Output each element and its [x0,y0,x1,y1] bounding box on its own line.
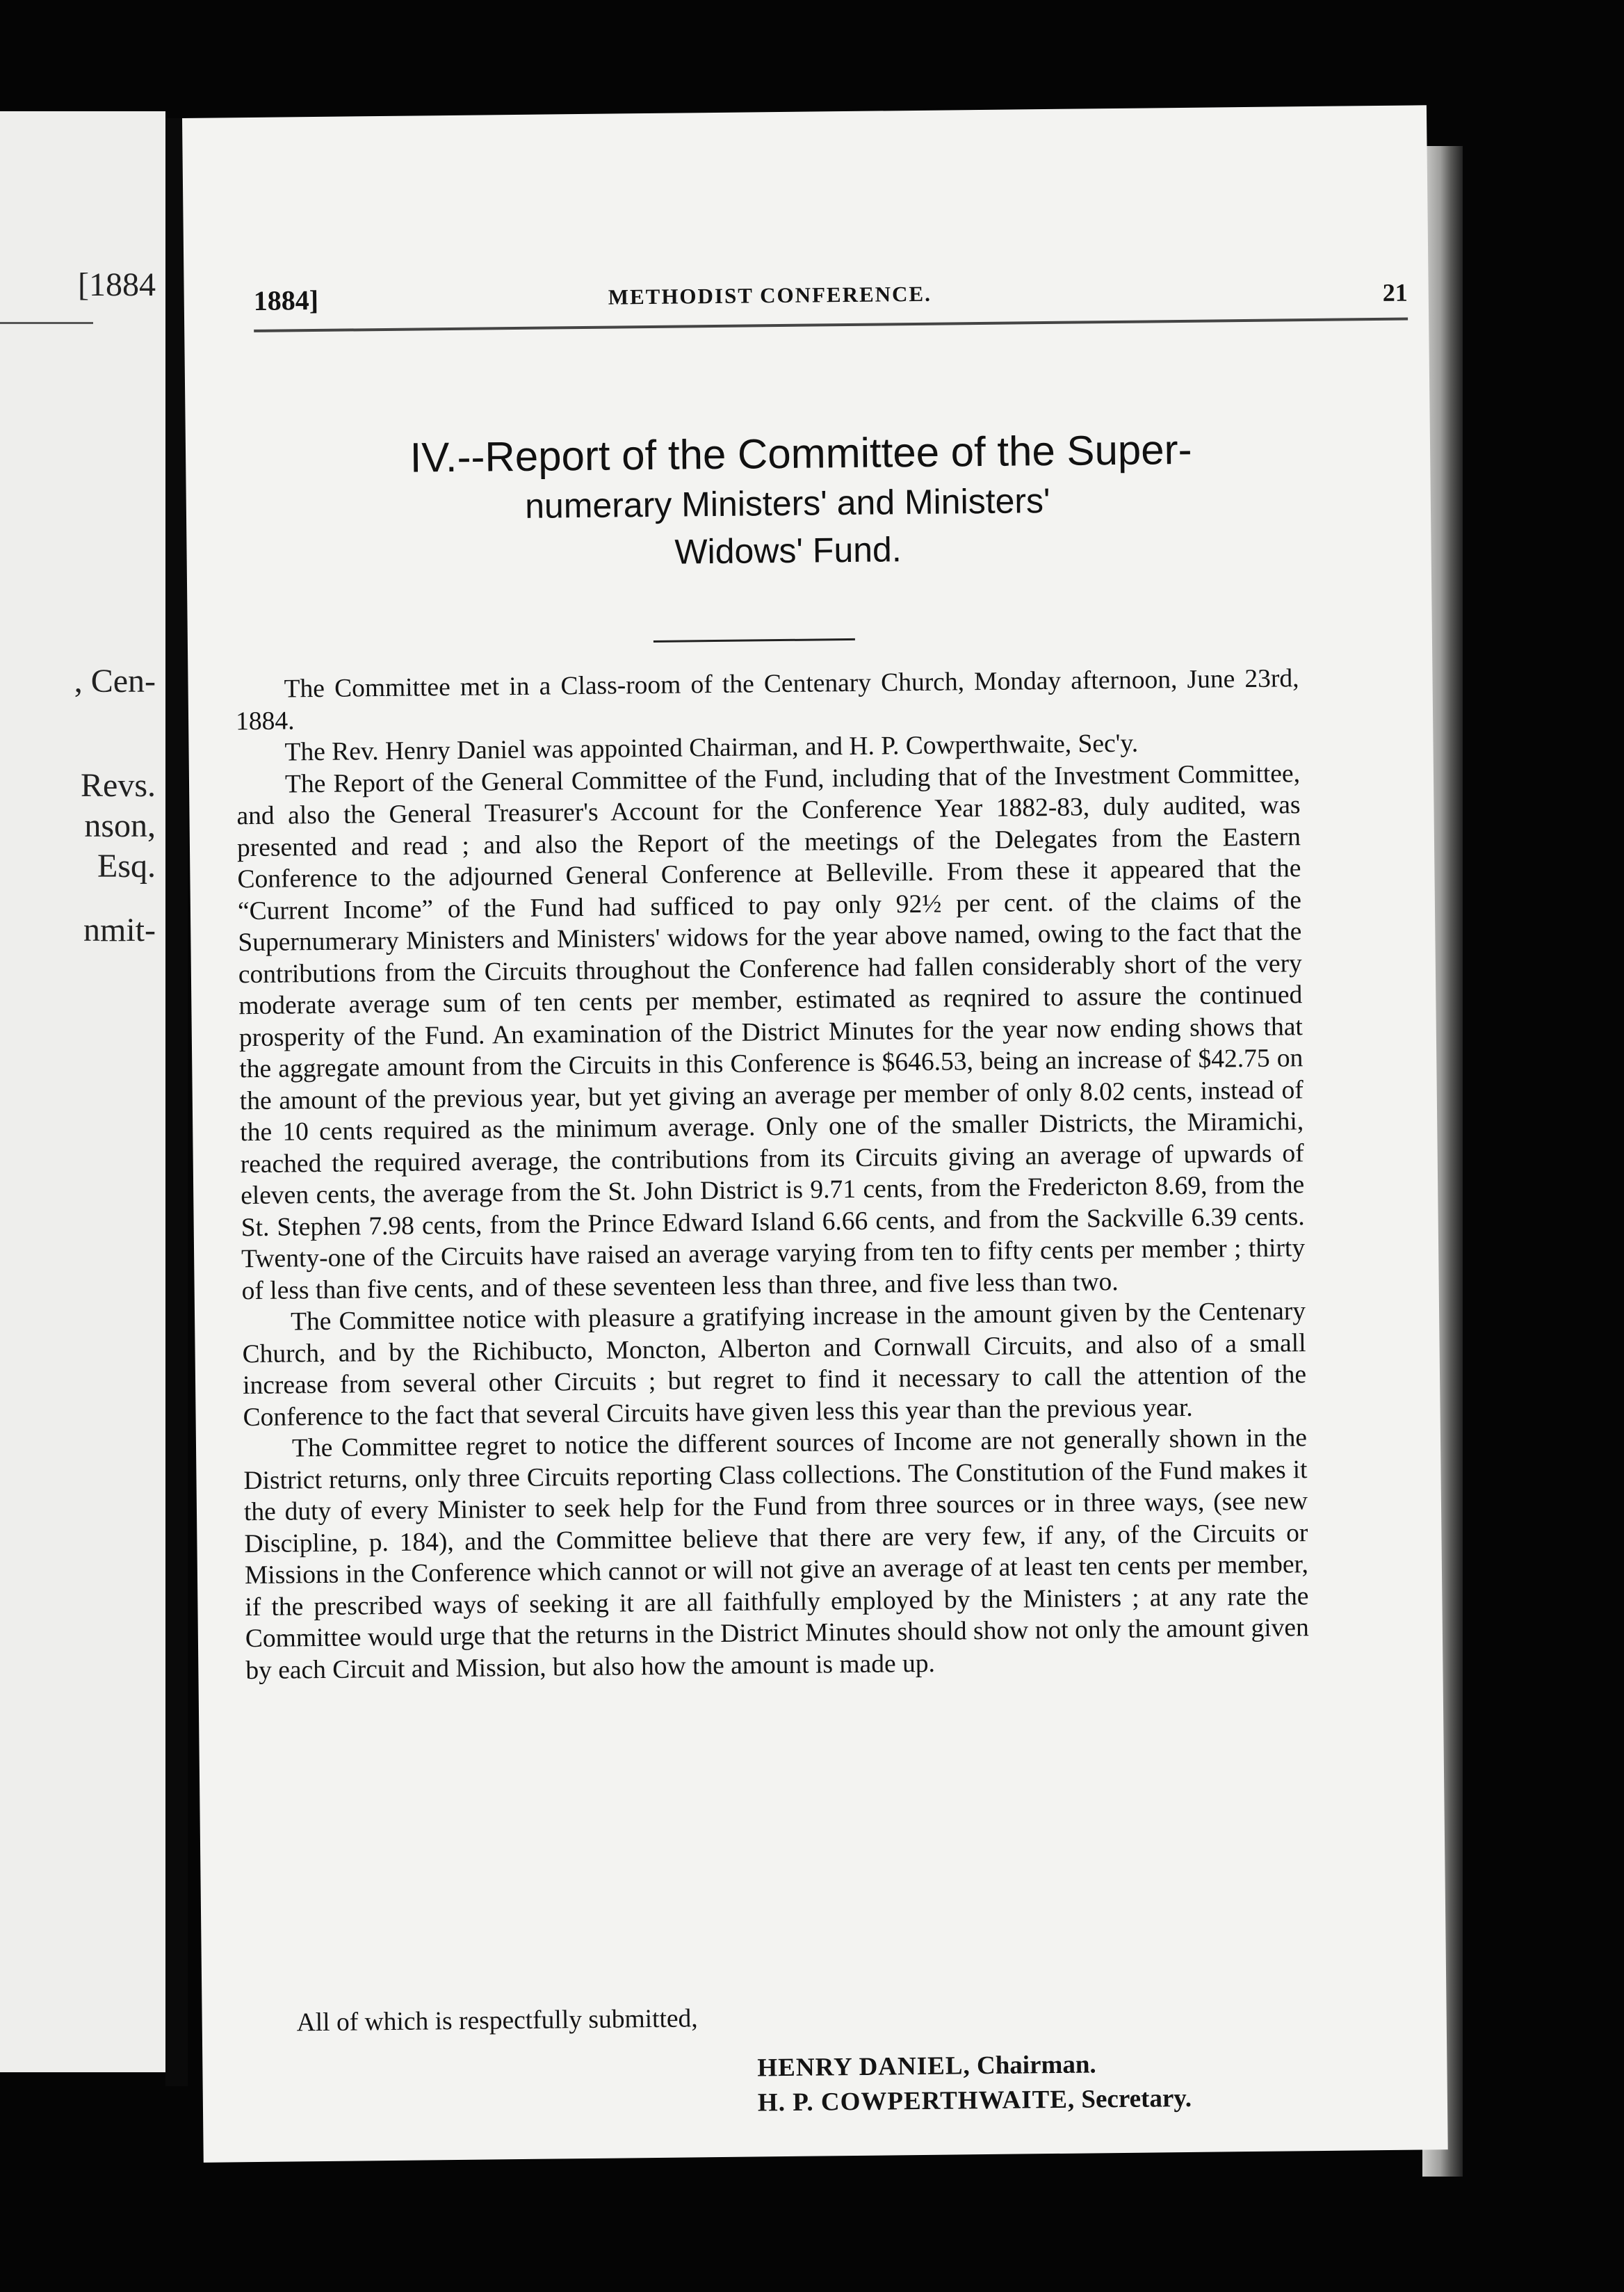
left-header-rule [0,322,93,324]
paragraph: The Committee notice with pleasure a gratifying increase in the amount given by the Centenary Church, and by the Richibucto, Moncton, Alberton and Cornwall Circuits, and also of a small increase from several other Circuits ; but regret to find it necessary to call the attention of the Conference to the fact that several Circuits have given less this year than the previous year. [242,1297,1307,1432]
heading-line-1: IV.--Report of the Committee of the Super- [409,426,1192,481]
paragraph: The Committee met in a Class-room of the Centenary Church, Monday afternoon, June 23rd, 1884. [235,664,1299,736]
chairman-signature [757,2049,1096,2084]
running-head-year: 1884] [253,284,319,316]
left-page-header: [1884 [78,266,156,303]
secretary-title: Secretary. [1081,2083,1192,2114]
heading-line-2: numerary Ministers' and Ministers' [524,481,1050,526]
heading-line-3: Widows' Fund. [674,530,902,572]
running-head-title: METHODIST CONFERENCE. [608,281,932,309]
chairman-name: HENRY DANIEL, [757,2051,971,2083]
left-fragment-line: , Cen- [74,663,156,700]
left-fragment-line: nmit- [83,912,156,949]
left-fragment-line: Revs. [81,767,156,804]
heading-divider [653,638,855,643]
section-heading [255,423,1320,580]
left-fragment-line: nson, [84,807,156,844]
page-number: 21 [1382,278,1408,307]
left-page-fragment [0,111,165,2072]
paragraph: The Committee regret to notice the different sources of Income are not generally shown in the District returns, only three Circuits reporting Class collections. The Constitution of the Fund makes it the duty of every Minister to seek help for the Fund from three sources or in three ways, (see new Discipline, p. 184), and the Committee believe that there are very few, if any, of the Circuits or Missions in the Conference which cannot or will not give an average of at least ten cents per member, if the prescribed ways of seeking it are all faithfully employed by the Ministers ; at any rate the Committee would urge that the returns in the District Minutes should show not only the amount given by each Circuit and Mission, but also how the amount is made up. [243,1423,1310,1685]
chairman-title: Chairman. [976,2050,1096,2081]
paragraph: The Rev. Henry Daniel was appointed Chairman, and H. P. Cowperthwaite, Sec'y. [284,729,1139,767]
document-page [182,105,1448,2163]
left-fragment-line: Esq. [97,848,156,885]
signature-block [249,1996,1313,2117]
secretary-signature [758,2083,1192,2119]
running-head [254,273,1408,326]
report-body [235,663,1309,1686]
paragraph: The Report of the General Committee of the Fund, including that of the Investment Committee, and also the General Treasurer's Account for the Conference Year 1882-83, duly audited, was presented and read ; and also the Report of the meetings of the Delegates from the Eastern Conference to the adjourned General Conference at Belleville. From these it appeared that the “Current Income” of the Fund had sufficed to pay only 92½ per cent. of the claims of the Supernumerary Ministers and Ministers' widows for the year above named, owing to the fact that the contributions from the Circuits throughout the Conference had fallen considerably short of the very moderate average sum of ten cents per member, estimated as reqnired to assure the continued prosperity of the Fund. An examination of the District Minutes for the year now ending shows that the aggregate amount from the Circuits in this Conference is $646.53, being an increase of $42.75 on the amount of the previous year, but yet giving an average per member of only 8.02 cents, instead of the 10 cents required as the minimum average. Only one of the smaller Districts, the Miramichi, reached the required average, the contributions from its Circuits giving an average of upwards of eleven cents, the average from the St. John District is 9.71 cents, from the Fredericton 8.69, from the St. Stephen 7.98 cents, from the Prince Edward Island 6.66 cents, and from the Sackville 6.39 cents. Twenty-one of the Circuits have raised an average varying from ten to fifty cents per member ; thirty of less than five cents, and of these seventeen less than three, and five less than two. [236,759,1306,1305]
secretary-name: H. P. COWPERTHWAITE, [757,2085,1075,2117]
closing-line: All of which is respectfully submitted, [296,2004,698,2037]
book-gutter [165,118,188,2086]
